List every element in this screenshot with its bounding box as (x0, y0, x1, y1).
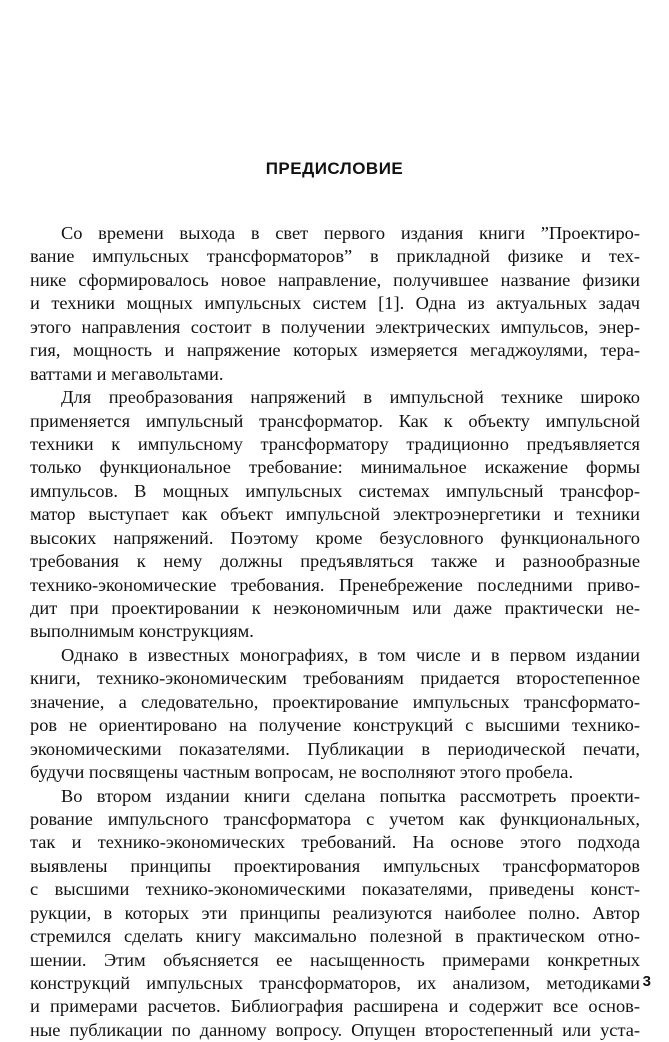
page-title: ПРЕДИСЛОВИЕ (265, 159, 404, 178)
text-line: с высшими технико-экономическими показателями, приведены конст- (30, 879, 640, 900)
text-line: этого направления состоит в получении электрических импульсов, энер- (30, 316, 640, 337)
text-line: книги, технико-экономическим требованиям придается второстепенное (30, 668, 640, 689)
text-line: ваттами и мегавольтами. (30, 363, 224, 384)
text-line: Во втором издании книги сделана попытка рассмотреть проекти- (61, 785, 640, 806)
text-line: нике сформировалось новое направление, получившее название физики (30, 269, 640, 290)
text-line: Однако в известных монографиях, в том числе и в первом издании (61, 644, 640, 665)
text-line: будучи посвящены частным вопросам, не восполняют этого пробела. (30, 762, 574, 783)
text-line: значение, а следовательно, проектирование импульсных трансформато- (30, 691, 640, 712)
text-line: высоких напряжений. Поэтому кроме безусловного функционального (30, 527, 640, 548)
text-line: так и технико-экономических требований. На основе этого подхода (30, 832, 640, 853)
text-line: гия, мощность и напряжение которых измеряется мегаджоулями, тера- (30, 340, 640, 361)
text-line: техники к импульсному трансформатору традиционно предъявляется (30, 433, 640, 454)
text-line: выполнимым конструкциям. (30, 621, 254, 642)
text-line: требования к нему должны предъявляться также и разнообразные (30, 551, 640, 572)
text-line: дит при проектировании к неэкономичным или даже практически не- (30, 598, 640, 618)
text-line: технико-экономические требования. Пренебрежение последними приво- (30, 574, 640, 595)
page-number: 3 (642, 973, 651, 990)
text-line: шении. Этим объясняется ее насыщенность примерами конкретных (30, 949, 640, 970)
text-line: ров не ориентировано на получение конструкций с высшими технико- (30, 715, 640, 736)
text-line: Для преобразования напряжений в импульсной технике широко (61, 387, 640, 408)
text-line: рование импульсного трансформатора с учетом как функциональных, (30, 808, 640, 829)
text-line: применяется импульсный трансформатор. Как к объекту импульсной (30, 410, 640, 431)
text-line: ные публикации по данному вопросу. Опущен второстепенный или уста- (30, 1019, 640, 1040)
text-line: импульсов. В мощных импульсных системах импульсный трансфор- (30, 480, 640, 501)
text-line: вание импульсных трансформаторов” в прикладной физике и тех- (30, 246, 640, 267)
text-line: выявлены принципы проектирования импульсных трансформаторов (30, 855, 640, 876)
text-line: экономическими показателями. Публикации в периодической печати, (30, 738, 640, 759)
text-line: матор выступает как объект импульсной электроэнергетики и техники (30, 504, 640, 525)
text-line: Со времени выхода в свет первого издания книги ”Проектиро- (61, 223, 640, 243)
text-line: и техники мощных импульсных систем [1]. Одна из актуальных задач (30, 293, 640, 314)
preface-body (30, 222, 640, 1042)
text-line: и примерами расчетов. Библиография расширена и содержит все основ- (30, 996, 640, 1017)
text-line: стремился сделать книгу максимально полезной в практическом отно- (30, 926, 640, 947)
text-line: только функциональное требование: минимальное искажение формы (30, 457, 640, 478)
text-line: рукции, в которых эти принципы реализуются наиболее полно. Автор (30, 902, 640, 923)
text-line: конструкций импульсных трансформаторов, их анализом, методиками (30, 973, 640, 993)
